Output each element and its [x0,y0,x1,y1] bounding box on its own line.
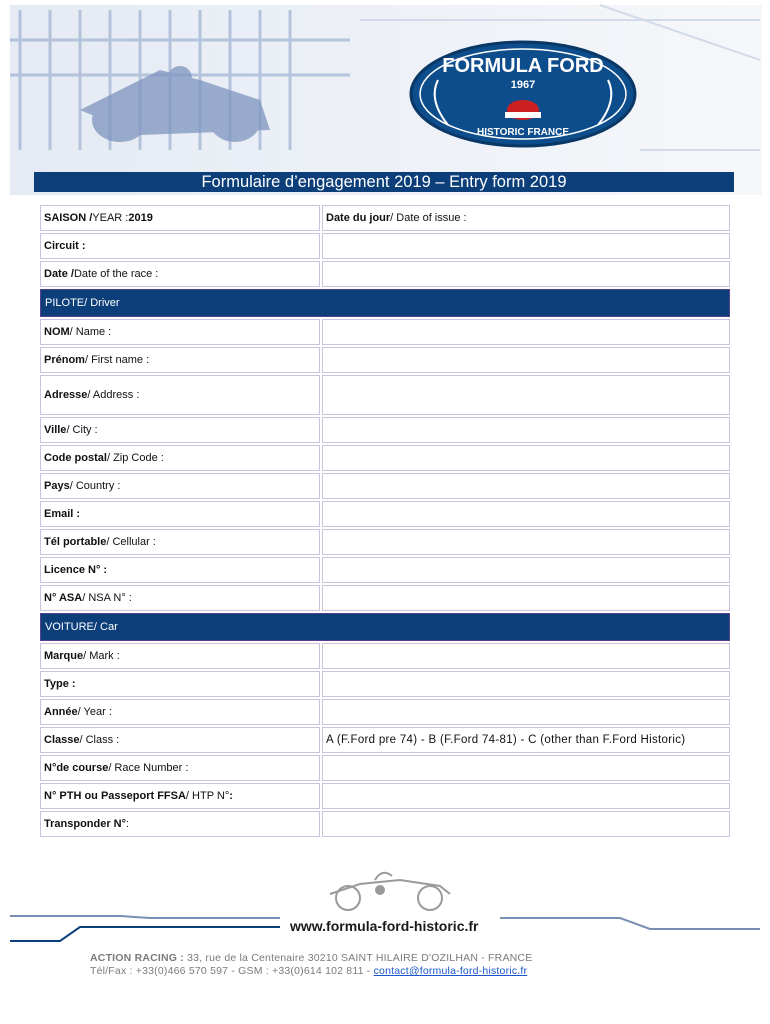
field-address[interactable] [322,375,730,415]
label-country: Pays / Country : [40,473,320,499]
label-race-date: Date / Date of the race : [40,261,320,287]
field-transponder[interactable] [322,811,730,837]
form-row-licence [40,557,730,583]
form-row-address [40,375,730,415]
field-licence[interactable] [322,557,730,583]
form-row-email [40,501,730,527]
label-cellular: Tél portable / Cellular : [40,529,320,555]
label-season: SAISON / YEAR : 2019 [40,205,320,231]
form-row-city [40,417,730,443]
label-htp: N° PTH ou Passeport FFSA / HTP N° : [40,783,320,809]
form-row-name [40,319,730,345]
field-type[interactable] [322,671,730,697]
label-nsa: N° ASA / NSA N° : [40,585,320,611]
label-type: Type : [40,671,320,697]
section-header-driver: PILOTE / Driver [40,289,730,317]
form-row-circuit [40,233,730,259]
form-row-race-date [40,261,730,287]
field-circuit[interactable] [322,233,730,259]
svg-text:HISTORIC FRANCE: HISTORIC FRANCE [476,127,570,138]
label-email: Email : [40,501,320,527]
svg-text:FORMULA FORD: FORMULA FORD [442,55,604,77]
field-race-number[interactable] [322,755,730,781]
footer-address: ACTION RACING : 33, rue de la Centenaire 30210 SAINT HILAIRE D'OZILHAN - FRANCE Tél/Fax : +33(0)466 570 597 - GSM : +33(0)614 102 811 - contact@formula-ford-historic.fr [90,952,533,977]
field-nsa[interactable] [322,585,730,611]
field-mark[interactable] [322,643,730,669]
label-first-name: Prénom / First name : [40,347,320,373]
form-row-year [40,699,730,725]
label-circuit: Circuit : [40,233,320,259]
label-mark: Marque / Mark : [40,643,320,669]
label-address: Adresse / Address : [40,375,320,415]
form-row-type [40,671,730,697]
form-row-country [40,473,730,499]
label-transponder: Transponder N° : [40,811,320,837]
svg-text:1967: 1967 [510,79,536,91]
label-race-number: N°de course / Race Number : [40,755,320,781]
website-url[interactable]: www.formula-ford-historic.fr [290,918,479,934]
header-background-graphic [0,0,770,200]
field-class-options[interactable]: A (F.Ford pre 74) - B (F.Ford 74-81) - C (other than F.Ford Historic) [322,727,730,753]
form-row-htp [40,783,730,809]
entry-form [40,205,730,839]
field-cellular[interactable] [322,529,730,555]
label-year: Année / Year : [40,699,320,725]
field-year[interactable] [322,699,730,725]
field-race-date[interactable] [322,261,730,287]
email-link[interactable]: contact@formula-ford-historic.fr [373,965,528,977]
label-licence: Licence N° : [40,557,320,583]
form-row-first-name [40,347,730,373]
form-row-transponder [40,811,730,837]
field-country[interactable] [322,473,730,499]
field-name[interactable] [322,319,730,345]
form-row-class [40,727,730,753]
label-class: Classe / Class : [40,727,320,753]
section-header-car: VOITURE / Car [40,613,730,641]
field-htp[interactable] [322,783,730,809]
formula-ford-logo [408,40,638,148]
form-row-season [40,205,730,231]
field-city[interactable] [322,417,730,443]
label-name: NOM / Name : [40,319,320,345]
form-row-zip [40,445,730,471]
form-row-race-number [40,755,730,781]
label-city: Ville / City : [40,417,320,443]
form-row-mark [40,643,730,669]
field-first-name[interactable] [322,347,730,373]
field-email[interactable] [322,501,730,527]
field-date-of-issue[interactable]: Date du jour / Date of issue : [322,205,730,231]
label-zip: Code postal / Zip Code : [40,445,320,471]
form-row-cellular [40,529,730,555]
form-title: Formulaire d’engagement 2019 – Entry form 2019 [34,172,734,192]
field-zip[interactable] [322,445,730,471]
form-row-nsa [40,585,730,611]
